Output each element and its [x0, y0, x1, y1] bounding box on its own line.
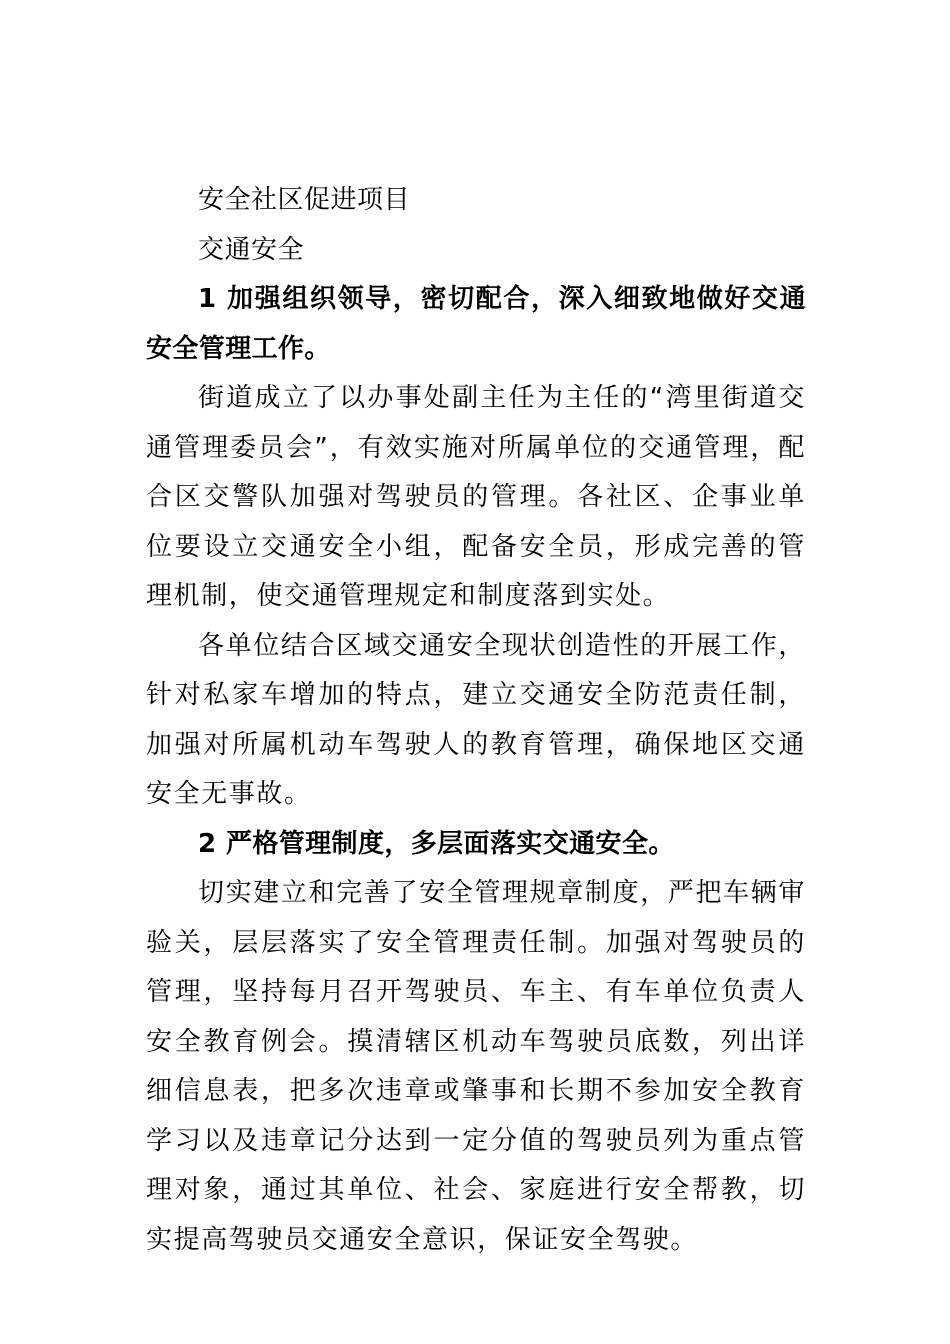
document-title: 安全社区促进项目	[198, 185, 411, 215]
section-1-paragraph-1: 街道成立了以办事处副主任为主任的“湾里街道交通管理委员会”，有效实施对所属单位的交通管理，配合区交警队加强对驾驶员的管理。各社区、企事业单位要设立交通安全小组，配备安全员，形成完善的管理机制，使交通管理规定和制度落到实处。	[146, 383, 806, 611]
section-1-paragraph-2: 各单位结合区域交通安全现状创造性的开展工作，针对私家车增加的特点，建立交通安全防范责任制，加强对所属机动车驾驶人的教育管理，确保地区交通安全无事故。	[146, 630, 806, 809]
section-1-heading: 1 加强组织领导，密切配合，深入细致地做好交通安全管理工作。	[146, 284, 806, 364]
document-body	[146, 176, 806, 1265]
section-2-heading: 2 严格管理制度，多层面落实交通安全。	[198, 828, 675, 859]
section-2-paragraph-1: 切实建立和完善了安全管理规章制度，严把车辆审验关，层层落实了安全管理责任制。加强对驾驶员的管理，坚持每月召开驾驶员、车主、有车单位负责人安全教育例会。摸清辖区机动车驾驶员底数，列出详细信息表，把多次违章或肇事和长期不参加安全教育学习以及违章记分达到一定分值的驾驶员列为重点管理对象，通过其单位、社会、家庭进行安全帮教，切实提高驾驶员交通安全意识，保证安全驾驶。	[146, 878, 806, 1255]
document-subtitle: 交通安全	[198, 234, 305, 265]
